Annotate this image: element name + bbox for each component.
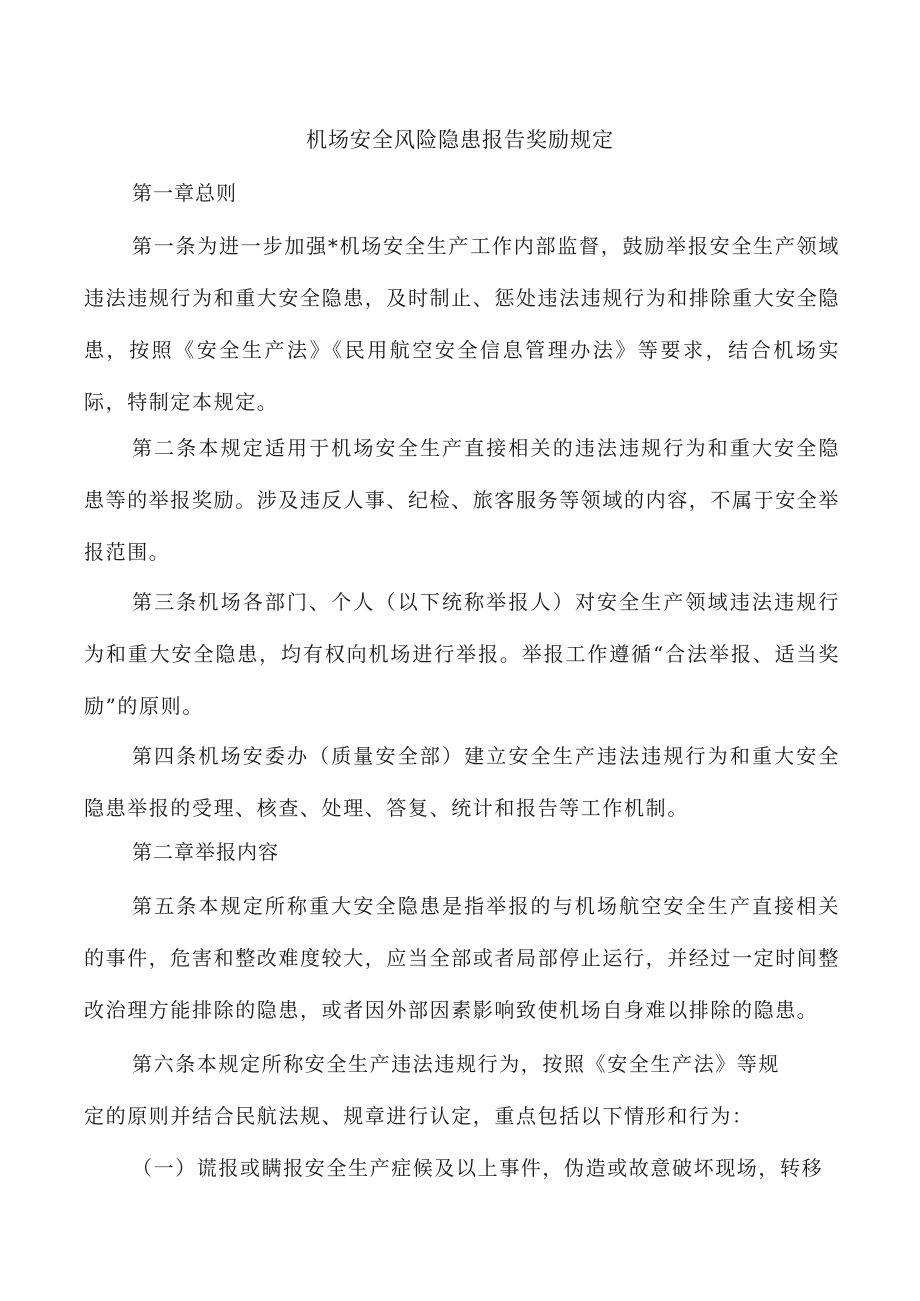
article-4: 第四条机场安委办（质量安全部）建立安全生产违法违规行为和重大安全隐患举报的受理、核查、处理、答复、统计和报告等工作机制。 xyxy=(84,744,840,820)
article-5: 第五条本规定所称重大安全隐患是指举报的与机场航空安全生产直接相关的事件，危害和整改难度较大，应当全部或者局部停止运行，并经过一定时间整改治理方能排除的隐患，或者因外部因素影响致使机场自身难以排除的隐患。 xyxy=(84,894,840,1022)
document-title: 机场安全风险隐患报告奖励规定 xyxy=(306,128,614,152)
chapter-1-heading: 第一章总则 xyxy=(132,181,237,205)
article-1: 第一条为进一步加强*机场安全生产工作内部监督，鼓励举报安全生产领域违法违规行为和重大安全隐患，及时制止、惩处违法违规行为和排除重大安全隐患，按照《安全生产法》《民用航空安全信息管理办法》等要求，结合机场实际，特制定本规定。 xyxy=(84,234,840,414)
article-2: 第二条本规定适用于机场安全生产直接相关的违法违规行为和重大安全隐患等的举报奖励。涉及违反人事、纪检、旅客服务等领域的内容，不属于安全举报范围。 xyxy=(84,436,840,564)
article-6-line-2: 定的原则并结合民航法规、规章进行认定，重点包括以下情形和行为： xyxy=(84,1104,754,1128)
chapter-2-heading: 第二章举报内容 xyxy=(132,840,279,864)
article-3: 第三条机场各部门、个人（以下统称举报人）对安全生产领域违法违规行为和重大安全隐患，均有权向机场进行举报。举报工作遵循“合法举报、适当奖励”的原则。 xyxy=(84,590,840,718)
article-6-line-1: 第六条本规定所称安全生产违法违规行为，按照《安全生产法》等规 xyxy=(132,1052,780,1076)
item-1-line-1: （一）谎报或瞒报安全生产症候及以上事件，伪造或故意破坏现场，转移 xyxy=(132,1156,824,1180)
